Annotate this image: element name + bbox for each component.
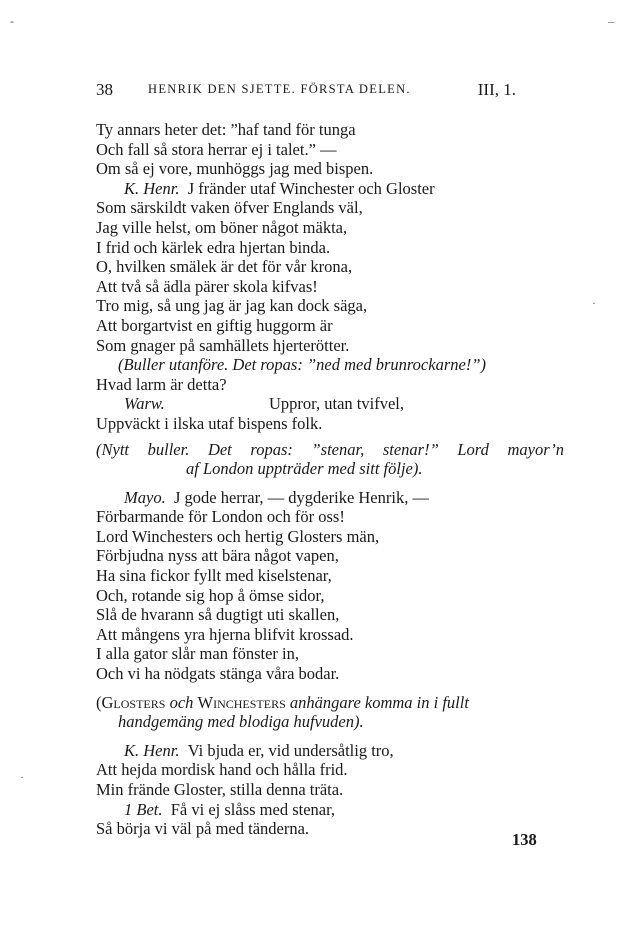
verse-line: Som särskildt vaken öfver Englands väl, bbox=[96, 198, 363, 218]
verse-line: Ty annars heter det: ”haf tand för tunga bbox=[96, 120, 356, 139]
stage-direction: (Buller utanföre. Det ropas: ”ned med brunrockarne!”) bbox=[118, 355, 486, 375]
speech-first-line bbox=[96, 179, 576, 199]
running-header bbox=[96, 80, 516, 102]
speaker-name: 1 Bet. bbox=[124, 799, 163, 819]
verse-text: Uppror, utan tvifvel, bbox=[269, 394, 404, 414]
speech-first-line bbox=[96, 800, 576, 820]
signature-mark: 138 bbox=[512, 830, 537, 849]
stage-direction-line: handgemäng med blodiga hufvuden). bbox=[118, 712, 364, 732]
speaker-name: Mayo. bbox=[124, 487, 166, 507]
verse-line: Förbjudna nyss att bära något vapen, bbox=[96, 546, 339, 566]
verse-line: I alla gator slår man fönster in, bbox=[96, 644, 299, 664]
verse-text: J fränder utaf Winchester och Gloster bbox=[187, 178, 435, 198]
verse-line: Min frände Gloster, stilla denna träta. bbox=[96, 780, 344, 799]
act-scene: III, 1. bbox=[477, 80, 516, 99]
verse-line: Att hejda mordisk hand och hålla frid. bbox=[96, 760, 348, 780]
stage-direction-line: (Glosters och Winchesters anhängare komma in i fullt bbox=[96, 692, 469, 712]
stage-direction bbox=[96, 440, 576, 479]
verse-line: Uppväckt i ilska utaf bispens folk. bbox=[96, 413, 323, 433]
verse-line: Slå de hvarann så dugtigt uti skallen, bbox=[96, 605, 340, 625]
verse-line: Att två så ädla pärer skola kifvas! bbox=[96, 276, 318, 296]
running-title: HENRIK DEN SJETTE. FÖRSTA DELEN. bbox=[148, 82, 411, 96]
verse-line: Som gnager på samhällets hjerterötter. bbox=[96, 335, 350, 355]
margin-mark: · bbox=[592, 296, 596, 310]
verse-line: O, hvilken smälek är det för vår krona, bbox=[96, 257, 353, 277]
speech-first-line bbox=[96, 488, 576, 508]
margin-mark: – bbox=[608, 14, 614, 28]
play-text bbox=[96, 120, 576, 839]
speech-first-line bbox=[96, 394, 576, 414]
stage-direction-line: (Nytt buller. Det ropas: ”stenar, stenar!” Lord mayor’n bbox=[96, 439, 564, 459]
verse-line: Lord Winchesters och hertig Glosters män, bbox=[96, 526, 380, 546]
verse-line: Att borgartvist en giftig huggorm är bbox=[96, 315, 333, 335]
margin-mark: - bbox=[10, 14, 14, 28]
verse-text: J gode herrar, — dygderike Henrik, — bbox=[173, 487, 429, 507]
stage-text: anhängare komma in i fullt bbox=[289, 692, 469, 712]
speaker-name: Warw. bbox=[124, 394, 165, 414]
stage-direction-line: af London uppträder med sitt följe). bbox=[186, 459, 423, 479]
page-number: 38 bbox=[96, 80, 113, 99]
margin-mark: · bbox=[20, 770, 24, 784]
stage-direction bbox=[96, 693, 576, 732]
verse-line: Ha sina fickor fyllt med kiselstenar, bbox=[96, 566, 332, 586]
verse-text: Vi bjuda er, vid undersåtlig tro, bbox=[187, 740, 394, 760]
stage-text: och bbox=[169, 692, 194, 712]
verse-line: Att mångens yra hjerna blifvit krossad. bbox=[96, 624, 354, 644]
verse-text: Hvad larm är detta? bbox=[96, 374, 227, 394]
verse-text: Få vi ej slåss med stenar, bbox=[170, 799, 336, 819]
speaker-name: K. Henr. bbox=[124, 178, 180, 198]
faction-name: Winchesters bbox=[197, 692, 286, 712]
verse-line: Och fall så stora herrar ej i talet.” — bbox=[96, 139, 337, 159]
verse-line: Förbarmande för London och för oss! bbox=[96, 507, 345, 527]
verse-line: Tro mig, så ung jag är jag kan dock säga, bbox=[96, 296, 368, 316]
split-verse-line bbox=[96, 375, 576, 395]
verse-line: I frid och kärlek edra hjertan binda. bbox=[96, 237, 331, 257]
verse-line: Så börja vi väl på med tänderna. bbox=[96, 819, 310, 839]
speech-first-line bbox=[96, 741, 576, 761]
verse-line: Om så ej vore, munhöggs jag med bispen. bbox=[96, 159, 374, 179]
verse-line: Jag ville helst, om böner något mäkta, bbox=[96, 217, 348, 237]
faction-name: Glosters bbox=[101, 692, 166, 712]
verse-line: Och, rotande sig hop å ömse sidor, bbox=[96, 585, 325, 605]
speaker-name: K. Henr. bbox=[124, 740, 180, 760]
verse-line: Och vi ha nödgats stänga våra bodar. bbox=[96, 664, 340, 684]
